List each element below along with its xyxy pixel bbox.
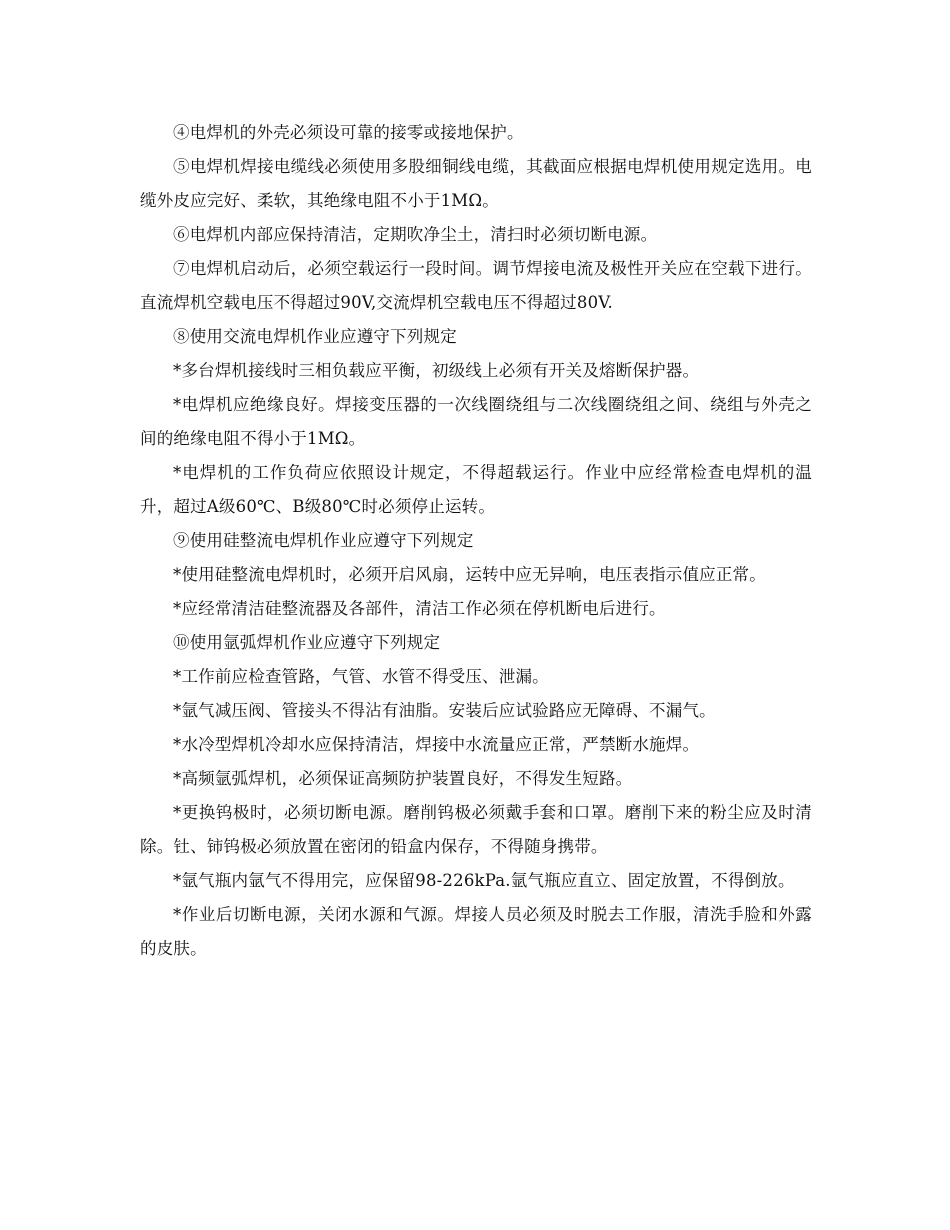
list-item-pressure-valve: *氩气减压阀、管接头不得沾有油脂。安装后应试验路应无障碍、不漏气。 [173,701,716,720]
list-item-tungsten-electrode: *更换钨极时，必须切断电源。磨削钨极必须戴手套和口罩。磨削下来的粉尘应及时清除。钍、铈钨极必须放置在密闭的铅盒内保存，不得随身携带。 [140,803,812,856]
paragraph-6-internal-cleaning: ⑥电焊机内部应保持清洁，定期吹净尘土，清扫时必须切断电源。 [173,225,658,244]
list-item-three-phase-load: *多台焊机接线时三相负载应平衡，初级线上必须有开关及熔断保护器。 [173,361,700,380]
list-item-working-load: *电焊机的工作负荷应依照设计规定，不得超载运行。作业中应经常检查电焊机的温升，超过A级60℃、B级80℃时必须停止运转。 [140,463,812,516]
list-item-fan-operation: *使用硅整流电焊机时，必须开启风扇，运转中应无异响，电压表指示值应正常。 [173,565,766,584]
paragraph-7-no-load-operation: ⑦电焊机启动后，必须空载运行一段时间。调节焊接电流及极性开关应在空载下进行。直流焊机空载电压不得超过90V,交流焊机空载电压不得超过80V. [140,259,812,312]
paragraph-9-silicon-rectifier-heading: ⑨使用硅整流电焊机作业应遵守下列规定 [173,531,474,550]
list-item-insulation: *电焊机应绝缘良好。焊接变压器的一次线圈绕组与二次线圈绕组之间、绕组与外壳之间的绝缘电阻不得小于1MΩ。 [140,395,812,448]
list-item-rectifier-cleaning: *应经常清洁硅整流器及各部件，清洁工作必须在停机断电后进行。 [173,599,666,618]
list-item-pipe-check: *工作前应检查管路，气管、水管不得受压、泄漏。 [173,667,549,686]
paragraph-5-welding-cable: ⑤电焊机焊接电缆线必须使用多股细铜线电缆，其截面应根据电焊机使用规定选用。电缆外皮应完好、柔软，其绝缘电阻不小于1MΩ。 [140,157,812,210]
list-item-after-work: *作业后切断电源，关闭水源和气源。焊接人员必须及时脱去工作服，清洗手脸和外露的皮肤。 [140,905,812,958]
list-item-argon-cylinder: *氩气瓶内氩气不得用完，应保留98-226kPa.氩气瓶应直立、固定放置，不得倒放。 [173,871,795,890]
list-item-cooling-water: *水冷型焊机冷却水应保持清洁，焊接中水流量应正常，严禁断水施焊。 [173,735,700,754]
paragraph-10-argon-arc-heading: ⑩使用氩弧焊机作业应遵守下列规定 [173,633,441,652]
list-item-high-frequency: *高频氩弧焊机，必须保证高频防护装置良好，不得发生短路。 [173,769,633,788]
paragraph-4-casing-grounding: ④电焊机的外壳必须设可靠的接零或接地保护。 [173,123,524,142]
paragraph-8-ac-welder-heading: ⑧使用交流电焊机作业应遵守下列规定 [173,327,457,346]
document-body [140,116,812,966]
